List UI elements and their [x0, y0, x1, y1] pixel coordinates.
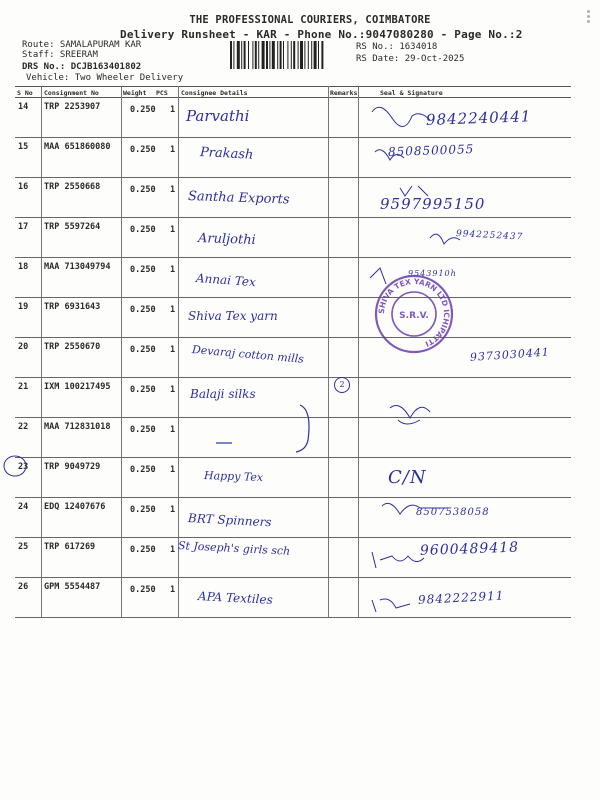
- barcode-icon: [230, 41, 352, 69]
- column-header-pcs: PCS: [156, 89, 168, 97]
- runsheet-title: Delivery Runsheet - KAR - Phone No.:9047080280 - Page No.:2: [120, 28, 523, 41]
- row-divider: [15, 377, 571, 378]
- row-divider: [15, 137, 571, 138]
- row-weight: 0.250: [130, 345, 156, 355]
- row-consignment-no: TRP 2253907: [44, 102, 101, 112]
- row-divider: [15, 617, 571, 618]
- row-divider: [15, 217, 571, 218]
- row-consignment-no: EDQ 12407676: [44, 502, 106, 512]
- row-pcs: 1: [170, 385, 176, 395]
- row-consignment-no: TRP 2550668: [44, 182, 101, 192]
- row-sno: 26: [18, 582, 29, 592]
- column-header-consignee: Consignee Details: [181, 89, 248, 97]
- row-consignee: APA Textiles: [197, 589, 274, 607]
- row-pcs: 1: [170, 145, 176, 155]
- company-title: THE PROFESSIONAL COURIERS, COIMBATORE: [189, 14, 431, 26]
- row-pcs: 1: [170, 465, 176, 475]
- row-consignee: Prakash: [199, 145, 254, 163]
- row-sno: 14: [18, 102, 29, 112]
- column-header-seal: Seal & Signature: [380, 89, 443, 97]
- row-signature: 9842222911: [417, 588, 505, 607]
- row-signature: 8507538058: [416, 507, 490, 518]
- row-pcs: 1: [170, 585, 176, 595]
- row-divider: [15, 337, 571, 338]
- row-sno: 16: [18, 182, 29, 192]
- staff-label: Staff: SREERAM: [22, 50, 98, 60]
- row-weight: 0.250: [130, 385, 156, 395]
- drs-number: DRS No.: DCJB163401802: [22, 62, 142, 72]
- route-label: Route: SAMALAPURAM KAR: [22, 40, 142, 50]
- row-consignment-no: MAA 651860080: [44, 142, 111, 152]
- row-consignee: Santha Exports: [187, 189, 290, 208]
- column-header-sno: S No: [17, 89, 33, 97]
- row-pcs: 1: [170, 265, 176, 275]
- row-divider: [15, 537, 571, 538]
- row-weight: 0.250: [130, 265, 156, 275]
- row-remarks: 2: [334, 377, 350, 393]
- row-sno: 18: [18, 262, 29, 272]
- row-consignment-no: MAA 712831018: [44, 422, 111, 432]
- row-consignee: Shiva Tex yarn: [188, 309, 278, 323]
- row-sno: 15: [18, 142, 29, 152]
- row-divider: [15, 177, 571, 178]
- row-weight: 0.250: [130, 585, 156, 595]
- row-divider: [15, 457, 571, 458]
- row-consignment-no: TRP 5597264: [44, 222, 101, 232]
- row-divider: [15, 297, 571, 298]
- vehicle-label: Vehicle: Two Wheeler Delivery: [26, 73, 184, 83]
- row-divider: [15, 497, 571, 498]
- row-consignment-no: TRP 9049729: [44, 462, 101, 472]
- row-consignee: Annai Tex: [195, 271, 257, 290]
- row-pcs: 1: [170, 425, 176, 435]
- row-weight: 0.250: [130, 505, 156, 515]
- row-weight: 0.250: [130, 465, 156, 475]
- row-consignee: Happy Tex: [203, 469, 264, 485]
- row-sno: 24: [18, 502, 29, 512]
- row-consignment-no: TRP 617269: [44, 542, 96, 552]
- row-consignee: St Joseph's girls sch: [177, 539, 291, 558]
- row-consignee: Balaji silks: [190, 387, 256, 401]
- company-seal-stamp: [372, 272, 456, 356]
- row-signature: 9597995150: [380, 195, 486, 213]
- row-sno: 21: [18, 382, 29, 392]
- column-header-remarks: Remarks: [330, 89, 358, 97]
- row-weight: 0.250: [130, 225, 156, 235]
- row-consignee: Aruljothi: [197, 231, 256, 249]
- row-consignment-no: TRP 2550670: [44, 342, 101, 352]
- row-signature: 9373030441: [469, 345, 551, 364]
- stamp-arc-text: SHIVA TEX YARN LTD ICHIPATTI: [376, 276, 452, 349]
- stamp-center-text: S.R.V.: [399, 311, 429, 321]
- row-weight: 0.250: [130, 545, 156, 555]
- row-consignment-no: MAA 713049794: [44, 262, 111, 272]
- row-pcs: 1: [170, 225, 176, 235]
- row-divider: [15, 257, 571, 258]
- row-signature: 9543910h: [408, 269, 457, 278]
- row-pcs: 1: [170, 505, 176, 515]
- column-header-consignment: Consignment No: [44, 89, 99, 97]
- row-consignment-no: TRP 6931643: [44, 302, 101, 312]
- row-consignee: Devaraj cotton mills: [191, 343, 305, 366]
- row-weight: 0.250: [130, 105, 156, 115]
- row-sno: 17: [18, 222, 29, 232]
- row-sno: 23: [18, 462, 29, 472]
- row-sno: 20: [18, 342, 29, 352]
- row-divider: [15, 577, 571, 578]
- row-consignment-no: IXM 100217495: [44, 382, 111, 392]
- row-pcs: 1: [170, 345, 176, 355]
- row-weight: 0.250: [130, 305, 156, 315]
- row-consignment-no: GPM 5554487: [44, 582, 101, 592]
- row-pcs: 1: [170, 185, 176, 195]
- row-weight: 0.250: [130, 425, 156, 435]
- row-signature: C/N: [388, 467, 427, 488]
- row-consignee: BRT Spinners: [187, 511, 272, 530]
- column-header-weight: Weight: [123, 89, 147, 97]
- rs-number: RS No.: 1634018: [356, 42, 438, 52]
- row-divider: [15, 417, 571, 418]
- row-signature: 8508500055: [387, 141, 475, 159]
- row-sno: 19: [18, 302, 29, 312]
- row-sno: 22: [18, 422, 29, 432]
- row-pcs: 1: [170, 545, 176, 555]
- row-signature: 9842240441: [425, 107, 532, 129]
- row-weight: 0.250: [130, 185, 156, 195]
- row-signature: 9942252437: [455, 229, 524, 243]
- row-weight: 0.250: [130, 145, 156, 155]
- row-pcs: 1: [170, 105, 176, 115]
- row-sno: 25: [18, 542, 29, 552]
- row-pcs: 1: [170, 305, 176, 315]
- rs-date: RS Date: 29-Oct-2025: [356, 54, 465, 64]
- row-consignee: Parvathi: [186, 107, 250, 125]
- row-signature: 9600489418: [419, 539, 520, 559]
